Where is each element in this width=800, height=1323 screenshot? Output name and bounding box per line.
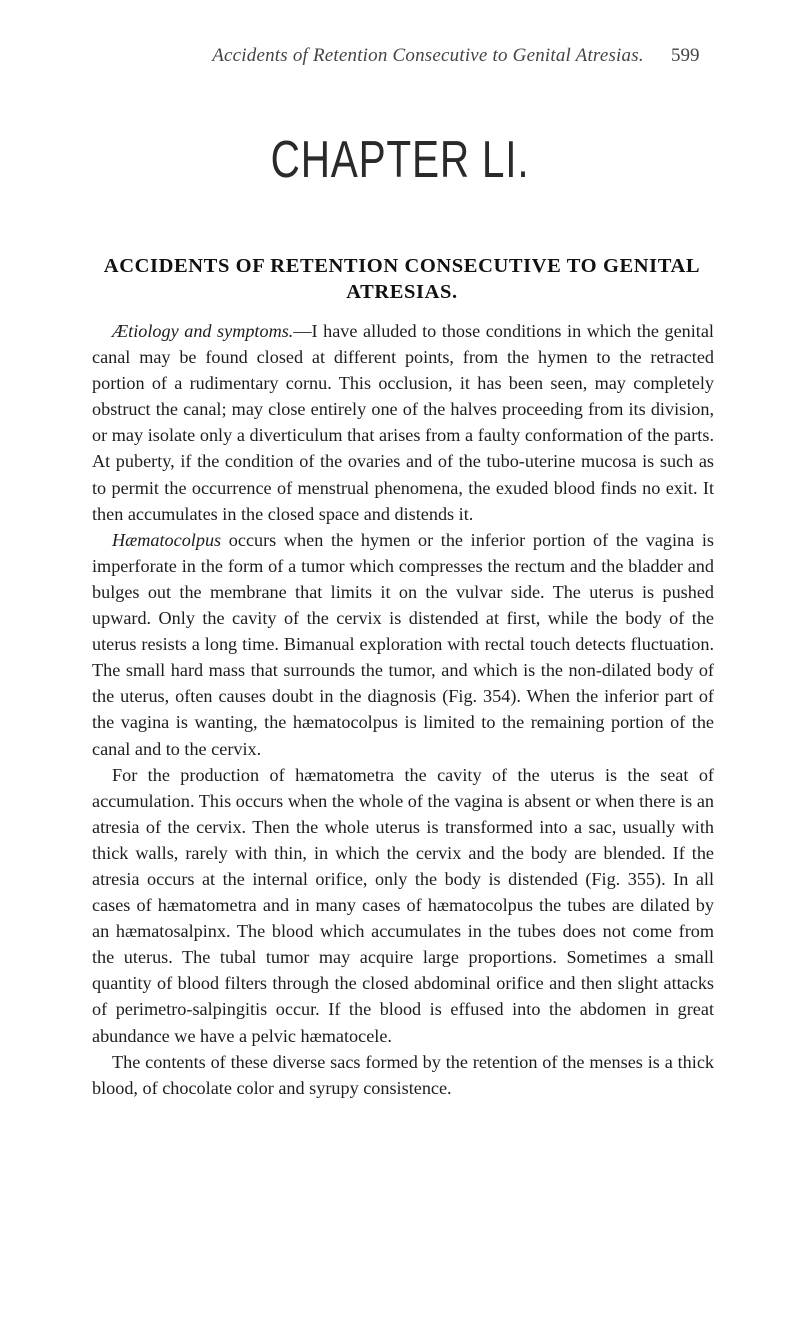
running-head: Accidents of Retention Consecutive to Genital Atresias. — [212, 45, 644, 66]
paragraph-etiology — [92, 318, 714, 527]
paragraph-lead: Hæmatocolpus — [112, 529, 222, 550]
paragraph-text: occurs when the hymen or the inferior portion of the vagina is imperforate in the form of a tumor which compresses the rectum and the bladder and bulges out the membrane that limits it on the vulvar side. The uterus is pushed upward. Only the cavity of the cervix is distended at first, while the body of the uterus resists a long time. Bimanual exploration with rectal touch detects fluctuation. The small hard mass that surrounds the tumor, and which is the non-dilated body of the uterus, often causes doubt in the diagnosis (Fig. 354). When the inferior part of the vagina is wanting, the hæmatocolpus is limited to the remaining portion of the canal and to the cervix. — [92, 529, 714, 759]
paragraph-text: For the production of hæmatometra the cavity of the uterus is the seat of accumulation. This occurs when the whole of the vagina is absent or when there is an atresia of the cervix. Then the whole uterus is transformed into a sac, usually with thick walls, rarely with thin, in which the cervix and the body are blended. If the atresia occurs at the internal orifice, only the body is distended (Fig. 355). In all cases of hæmatometra and in many cases of hæmatocolpus the tubes are dilated by an hæmatosalpinx. The blood which accumulates in the tubes does not come from the uterus. The tubal tumor may acquire large proportions. Sometimes a small quantity of blood filters through the closed abdominal orifice and then slight attacks of perimetro-salpingitis occur. If the blood is effused into the abdomen in great abundance we have a pelvic hæmatocele. — [92, 764, 714, 1046]
section-title: ACCIDENTS OF RETENTION CONSECUTIVE TO GENITAL ATRESIAS. — [103, 255, 701, 303]
body-text — [92, 318, 714, 1101]
paragraph-haematometra — [92, 762, 714, 1049]
page-number: 599 — [671, 45, 700, 66]
chapter-title: CHAPTER LI. — [270, 131, 530, 189]
paragraph-haematocolpus — [92, 527, 714, 762]
paragraph-contents — [92, 1049, 714, 1101]
paragraph-lead: Ætiology and symptoms. — [112, 321, 294, 341]
paragraph-text: —I have alluded to those conditions in which the genital canal may be found closed at different points, from the hymen to the retracted portion of a rudimentary cornu. This occlusion, it has been seen, may completely obstruct the canal; may close entirely one of the halves proceeding from its division, or may isolate only a diverticulum that arises from a faulty conformation of the parts. At puberty, if the condition of the ovaries and of the tubo-uterine mucosa is such as to permit the occurrence of menstrual phenomena, the exuded blood finds no exit. It then accumulates in the closed space and distends it. — [92, 321, 714, 524]
paragraph-text: The contents of these diverse sacs formed by the retention of the menses is a thick blood, of chocolate color and syrupy consistence. — [92, 1051, 714, 1098]
